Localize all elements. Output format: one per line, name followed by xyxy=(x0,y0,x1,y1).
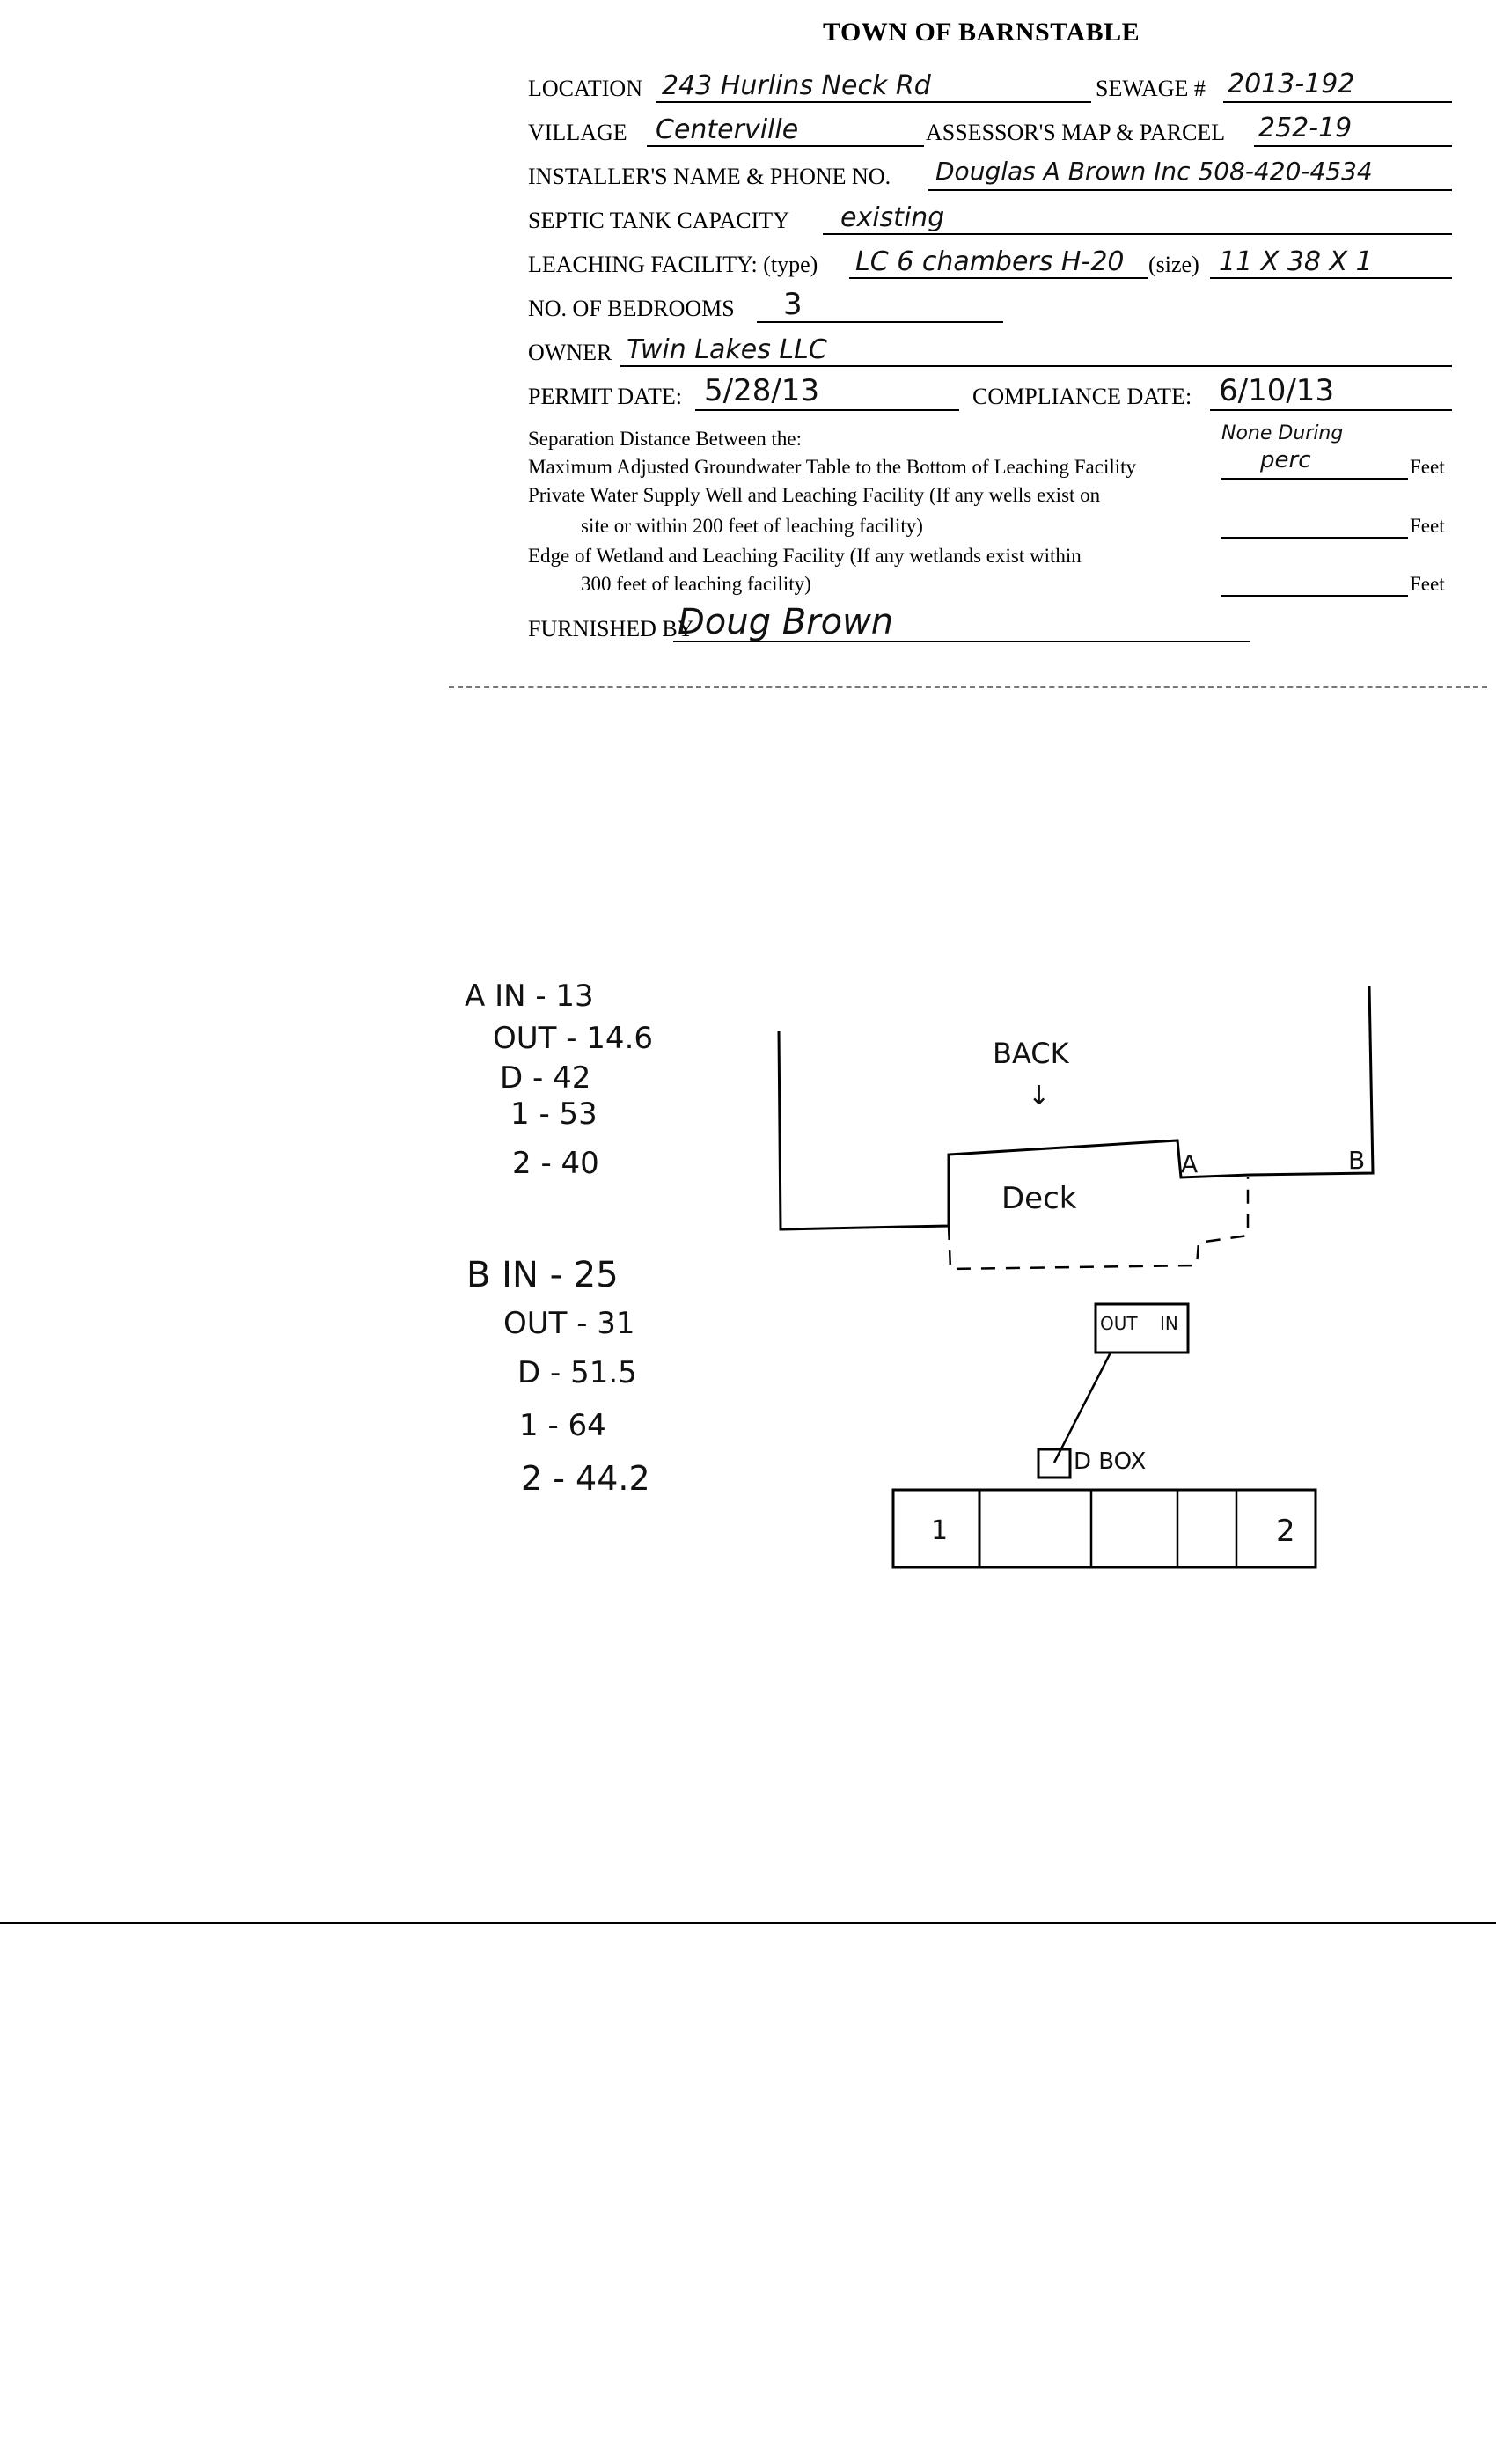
groundwater-value-line1: None During xyxy=(1221,422,1344,444)
note-b-line: 2 - 44.2 xyxy=(521,1459,650,1498)
well-text-line1: Private Water Supply Well and Leaching Facility (If any wells exist on xyxy=(528,484,1101,506)
owner-label: OWNER xyxy=(528,340,612,365)
leaching-size-label: (size) xyxy=(1148,252,1199,277)
separation-heading: Separation Distance Between the: xyxy=(528,428,803,450)
note-a-line: D - 42 xyxy=(500,1060,591,1096)
well-feet: Feet xyxy=(1410,515,1445,537)
corner-a-label: A xyxy=(1181,1149,1199,1178)
village-value: Centerville xyxy=(656,114,799,145)
back-arrow: ↓ xyxy=(1028,1081,1051,1111)
note-b-line: D - 51.5 xyxy=(517,1355,637,1390)
compliance-label: COMPLIANCE DATE: xyxy=(972,384,1192,409)
furnished-label: FURNISHED BY xyxy=(528,616,694,642)
installer-label: INSTALLER'S NAME & PHONE NO. xyxy=(528,164,891,189)
note-b-line: 1 - 64 xyxy=(519,1408,606,1443)
sewage-label: SEWAGE # xyxy=(1096,76,1206,101)
well-text-line2: site or within 200 feet of leaching facility) xyxy=(581,515,923,537)
permit-value: 5/28/13 xyxy=(704,373,820,408)
compliance-value: 6/10/13 xyxy=(1219,373,1335,408)
furnished-signature: Doug Brown xyxy=(678,602,894,642)
note-b-line: OUT - 31 xyxy=(503,1306,635,1341)
note-b-line: B IN - 25 xyxy=(466,1255,619,1295)
bedrooms-value: 3 xyxy=(783,287,803,322)
village-label: VILLAGE xyxy=(528,120,627,145)
note-a-line: 2 - 40 xyxy=(512,1146,599,1181)
sewage-value: 2013-192 xyxy=(1228,69,1355,99)
leaching-field xyxy=(893,1490,1316,1567)
d-box xyxy=(1038,1449,1070,1478)
wetland-text-line1: Edge of Wetland and Leaching Facility (If any wetlands exist within xyxy=(528,545,1082,567)
dbox-label: D BOX xyxy=(1074,1448,1147,1475)
groundwater-text: Maximum Adjusted Groundwater Table to the Bottom of Leaching Facility xyxy=(528,456,1137,478)
leaching-size-value: 11 X 38 X 1 xyxy=(1219,246,1373,277)
back-label: BACK xyxy=(993,1037,1069,1070)
tank-in-label: IN xyxy=(1160,1313,1178,1334)
septic-label: SEPTIC TANK CAPACITY xyxy=(528,208,789,233)
form-title: TOWN OF BARNSTABLE xyxy=(823,18,1140,47)
bedrooms-label: NO. OF BEDROOMS xyxy=(528,296,735,321)
wetland-feet: Feet xyxy=(1410,573,1445,595)
chamber-1-label: 1 xyxy=(931,1515,949,1546)
owner-value: Twin Lakes LLC xyxy=(627,334,827,365)
leaching-label: LEACHING FACILITY: (type) xyxy=(528,252,818,277)
location-label: LOCATION xyxy=(528,76,642,101)
groundwater-feet: Feet xyxy=(1410,456,1445,478)
tank-out-label: OUT xyxy=(1100,1313,1138,1334)
pipe-line xyxy=(1054,1353,1111,1463)
map-parcel-value: 252-19 xyxy=(1258,113,1353,143)
groundwater-value-line2: perc xyxy=(1260,447,1311,473)
deck-outline xyxy=(949,1177,1248,1269)
corner-b-label: B xyxy=(1348,1146,1366,1175)
leaching-type-value: LC 6 chambers H-20 xyxy=(855,246,1125,277)
wetland-text-line2: 300 feet of leaching facility) xyxy=(581,573,811,595)
note-a-line: 1 - 53 xyxy=(510,1096,598,1132)
septic-value: existing xyxy=(840,202,945,233)
installer-value: Douglas A Brown Inc 508-420-4534 xyxy=(935,157,1373,186)
note-a-line: A IN - 13 xyxy=(465,979,594,1014)
location-value: 243 Hurlins Neck Rd xyxy=(662,70,931,101)
note-a-line: OUT - 14.6 xyxy=(493,1021,654,1056)
deck-label: Deck xyxy=(1001,1181,1077,1216)
map-parcel-label: ASSESSOR'S MAP & PARCEL xyxy=(926,120,1226,145)
permit-label: PERMIT DATE: xyxy=(528,384,683,409)
chamber-2-label: 2 xyxy=(1276,1514,1295,1549)
